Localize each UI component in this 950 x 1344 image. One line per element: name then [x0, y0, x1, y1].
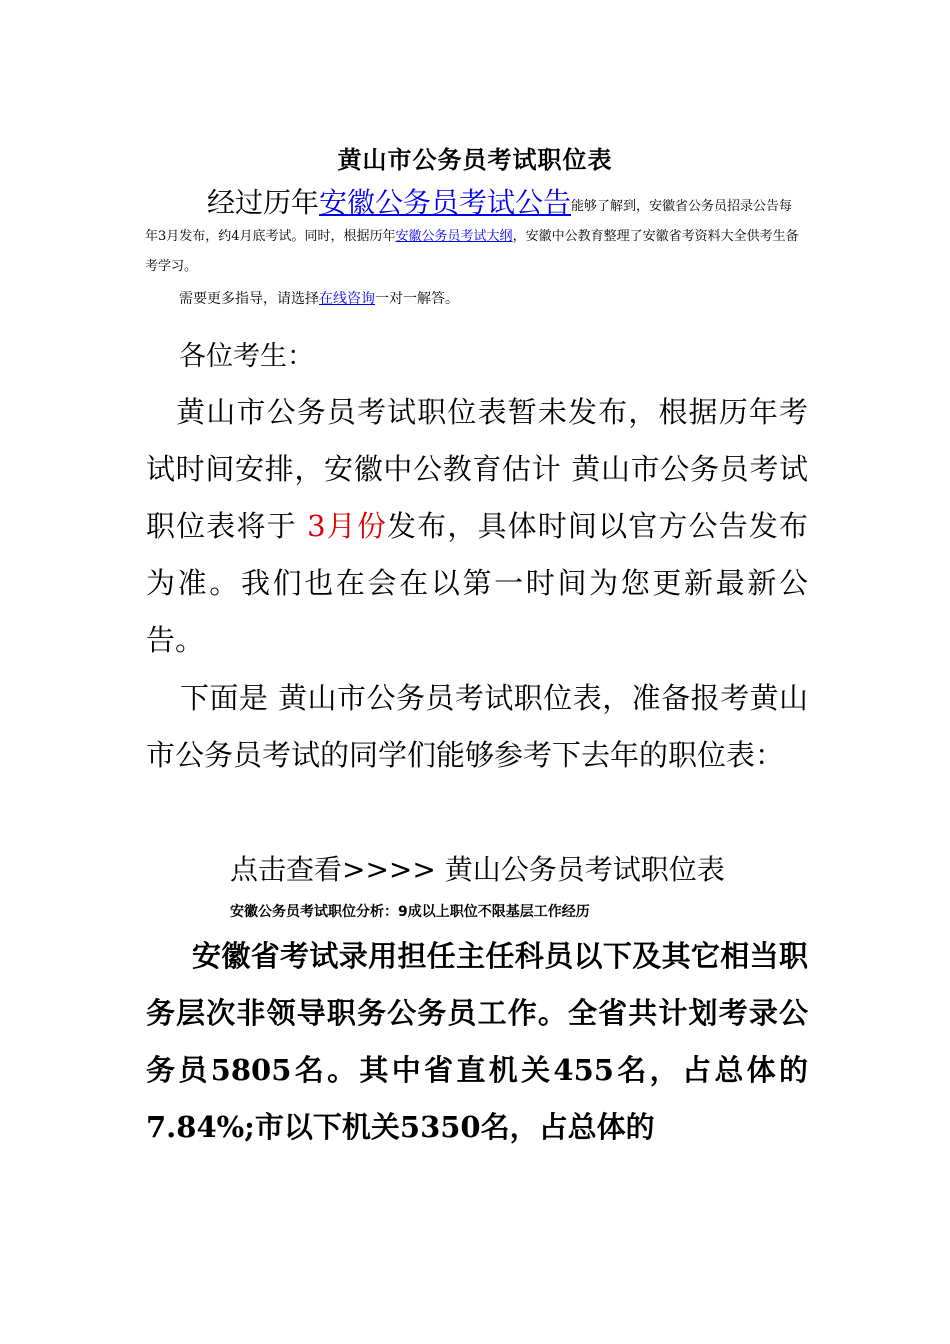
reference-text: 下面是 黄山市公务员考试职位表，准备报考黄山市公务员考试的同学们能够参考下去年的职位表：	[146, 681, 808, 772]
release-month: 3月份	[307, 509, 388, 543]
announcement-link[interactable]: 安徽公务员考试公告	[319, 186, 572, 219]
view-position-table-link[interactable]: 点击查看>>>> 黄山公务员考试职位表	[230, 853, 725, 886]
greeting: 各位考生：	[179, 341, 314, 372]
help-suffix: 一对一解答。	[375, 291, 459, 307]
intro-text-2: ，安徽中公教育整理了安徽省考资料大全供考生备考学习。	[145, 229, 799, 274]
help-prefix: 需要更多指导，请选择	[179, 291, 319, 307]
syllabus-link[interactable]: 安徽公务员考试大纲	[395, 229, 513, 244]
intro-prefix: 经过历年	[207, 186, 320, 219]
intro-text-1: 能够了解到，安徽省公务员招录公告每年3月发布，约4月底考试。同时，根据历年	[145, 199, 793, 244]
page-title: 黄山市公务员考试职位表	[337, 146, 613, 174]
intro-paragraph	[145, 188, 805, 282]
notice-text-1: 黄山市公务员考试职位表暂未发布，根据历年考试时间安排，安徽中公教育估计 黄山市公务员考试职位表将于	[146, 395, 808, 543]
notice-text-2: 发布，具体时间以官方公告发布为准。我们也在会在以第一时间为您更新最新公告。	[146, 509, 808, 657]
analysis-heading: 安徽公务员考试职位分析：9成以上职位不限基层工作经历	[230, 904, 590, 920]
help-line	[179, 288, 459, 308]
reference-paragraph	[146, 670, 808, 784]
analysis-text: 安徽省考试录用担任主任科员以下及其它相当职务层次非领导职务公务员工作。全省共计划考录公务员5805名。其中省直机关455名，占总体的7.84%;市以下机关5350名，占总体的	[146, 939, 808, 1144]
notice-paragraph	[146, 384, 808, 669]
online-consult-link[interactable]: 在线咨询	[319, 291, 375, 307]
analysis-paragraph	[146, 928, 808, 1156]
